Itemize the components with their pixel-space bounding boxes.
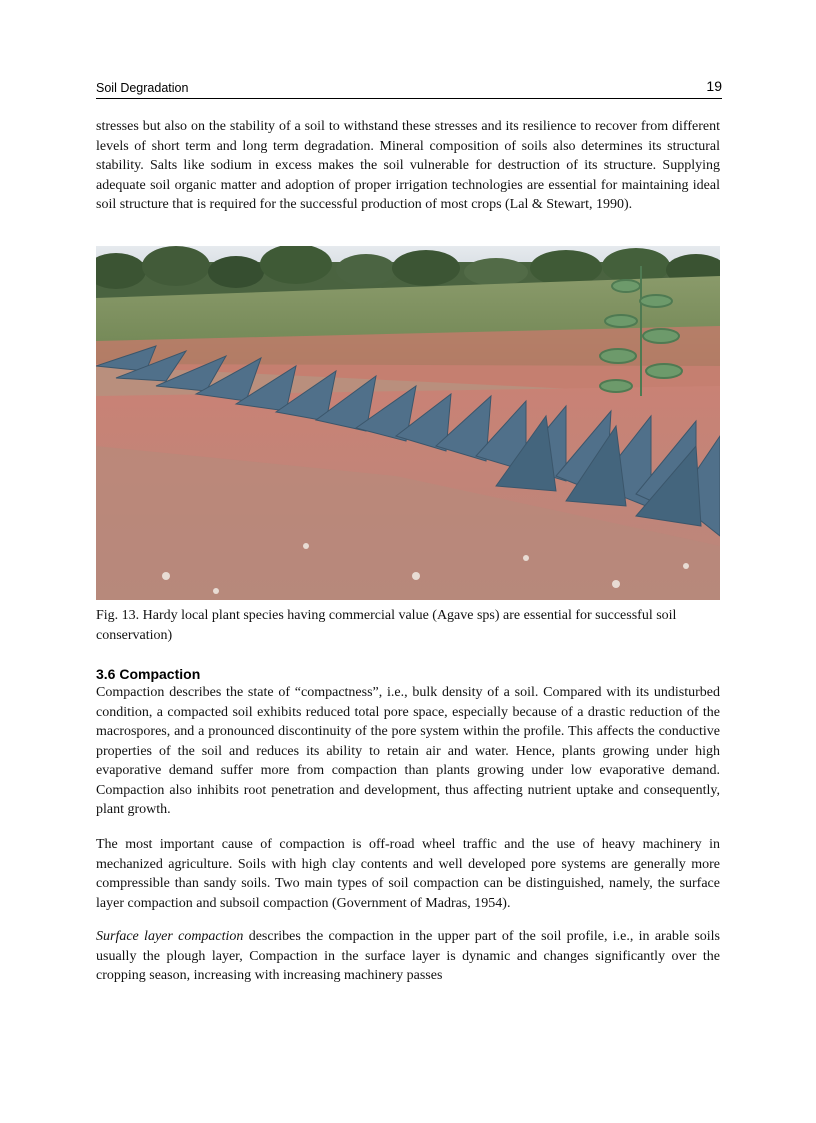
body-paragraph-3: The most important cause of compaction is off-road wheel traffic and the use of heavy machinery in mechanized agriculture. Soils with high clay contents and well developed pore systems are generally more compressible than sandy soils. Two main types of soil compaction can be distinguished, namely, the surface layer compaction and subsoil compaction (Government of Madras, 1954). [96, 837, 720, 911]
italic-term: Surface layer compaction [96, 929, 244, 944]
figure-caption: Fig. 13. Hardy local plant species having commercial value (Agave sps) are essential for successful soil conservation) [96, 608, 677, 643]
body-paragraph-1: stresses but also on the stability of a soil to withstand these stresses and its resilience to recover from different levels of short term and long term degradation. Mineral composition of soils also determines its structural stability. Salts like sodium in excess makes the soil vulnerable for destruction of its structure. Supplying adequate soil organic matter and adoption of proper irrigation technologies are essential for maintaining ideal soil structure that is required for the successful production of most crops (Lal & Stewart, 1990). [96, 119, 720, 212]
page-number: 19 [706, 78, 722, 94]
paragraph-4-text: describes the compaction in the upper part of the soil profile, i.e., in arable soils usually the plough layer, Compaction in the surface layer is dynamic and changes significantly over the cropping season, increasing with increasing machinery passes [96, 929, 720, 983]
section-heading: 3.6 Compaction [96, 666, 201, 682]
body-paragraph-4 [96, 927, 720, 986]
header-title: Soil Degradation [96, 81, 189, 95]
figure-photo-agave-field [96, 246, 720, 600]
running-header [96, 78, 722, 99]
body-paragraph-2: Compaction describes the state of “compactness”, i.e., bulk density of a soil. Compared with its undisturbed condition, a compacted soil exhibits reduced total pore space, especially because of a drastic reduction of the macrospores, and a pronounced discontinuity of the pore system within the profile. This affects the conductive properties of the soil and reduces its ability to retain air and water. Hence, plants growing under high evaporative demand suffer more from compaction than plants growing under low evaporative demand. Compaction also inhibits root penetration and development, thus affecting nutrient uptake and consequently, plant growth. [96, 685, 720, 817]
